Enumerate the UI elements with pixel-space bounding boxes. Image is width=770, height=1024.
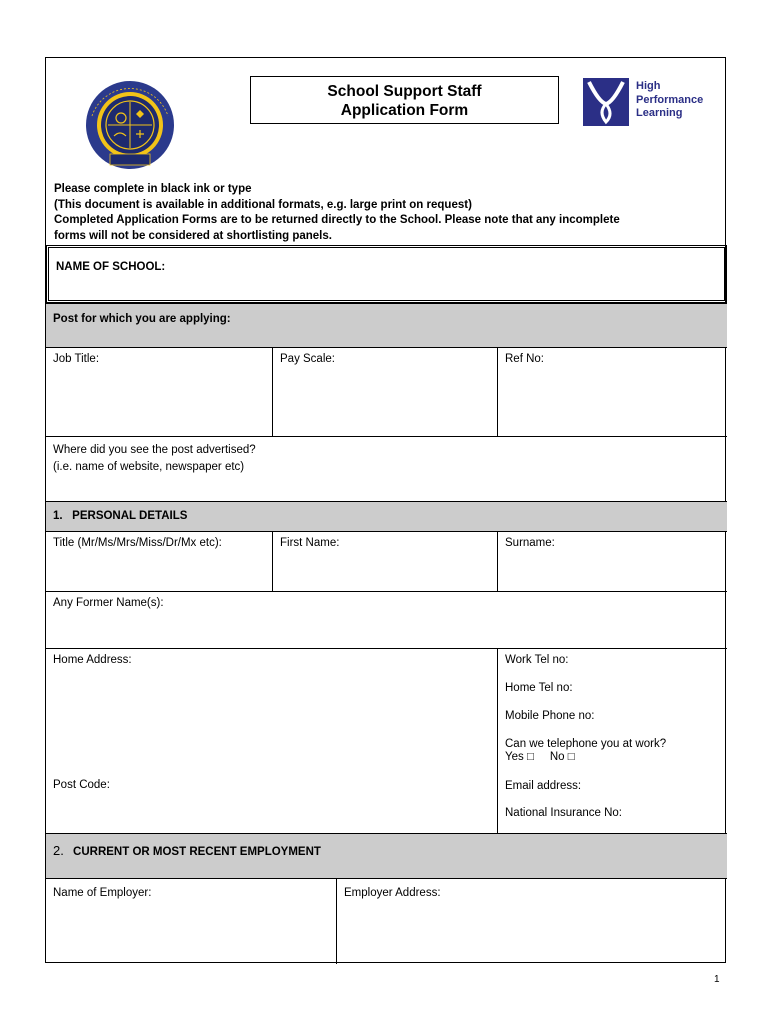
former-names-field[interactable] (46, 592, 171, 648)
employment-section-number: 2. (53, 843, 64, 858)
email-address-label[interactable]: Email address: (505, 780, 582, 792)
employer-name-field[interactable] (46, 879, 336, 964)
home-address-field[interactable] (46, 649, 497, 833)
hpl-logo-line1: High (636, 80, 661, 92)
first-name-label: First Name: (280, 537, 340, 549)
contact-row (46, 648, 727, 833)
school-crest-logo (84, 80, 176, 170)
national-insurance-label[interactable]: National Insurance No: (505, 807, 622, 819)
intro-line3: Completed Application Forms are to be returned directly to the School. Please note that any incomplete (54, 214, 620, 226)
employment-heading (46, 834, 328, 878)
mobile-phone-label[interactable]: Mobile Phone no: (505, 710, 595, 722)
post-heading: Post for which you are applying: (53, 313, 231, 325)
intro-line4: forms will not be considered at shortlisting panels. (54, 229, 332, 242)
home-tel-label[interactable]: Home Tel no: (505, 682, 573, 694)
contact-numbers-panel (497, 649, 727, 833)
pay-scale-label: Pay Scale: (280, 353, 335, 365)
employer-row (46, 878, 727, 964)
post-heading-row (46, 303, 727, 347)
employment-heading-text: CURRENT OR MOST RECENT EMPLOYMENT (73, 846, 321, 858)
intro-line2: (This document is available in additional formats, e.g. large print on request) (54, 198, 472, 211)
advert-source-row[interactable] (46, 436, 727, 501)
advert-hint: (i.e. name of website, newspaper etc) (53, 461, 245, 473)
surname-field[interactable] (497, 532, 727, 591)
former-names-label: Any Former Name(s): (53, 597, 164, 609)
application-form-page (45, 57, 726, 963)
home-address-label: Home Address: (53, 654, 132, 666)
job-title-label: Job Title: (53, 353, 100, 365)
title-label: Title (Mr/Ms/Mrs/Miss/Dr/Mx etc): (53, 537, 222, 549)
employment-heading-row (46, 833, 727, 878)
first-name-field[interactable] (272, 532, 497, 591)
hpl-logo-line2: Performance (636, 93, 704, 106)
name-of-school-label: NAME OF SCHOOL: (56, 261, 166, 273)
form-title-box (250, 76, 559, 124)
name-of-school-field[interactable] (46, 245, 727, 303)
employer-address-field[interactable] (336, 879, 727, 964)
work-tel-label[interactable]: Work Tel no: (505, 654, 569, 666)
personal-details-heading: 1. PERSONAL DETAILS (53, 510, 188, 522)
intro-line1: Please complete in black ink or type (54, 183, 252, 195)
page-number: 1 (714, 974, 720, 985)
form-title-line2: Application Form (340, 102, 469, 119)
form-title-line1: School Support Staff (327, 83, 482, 100)
former-names-row[interactable] (46, 591, 727, 648)
yes-no-checkboxes[interactable]: Yes □ No □ (505, 751, 575, 763)
personal-details-heading-row (46, 501, 727, 531)
intro-instructions (54, 182, 714, 244)
surname-label: Surname: (505, 537, 555, 549)
advert-source-field[interactable] (46, 437, 263, 501)
title-field[interactable] (46, 532, 272, 591)
post-code-label: Post Code: (53, 779, 110, 791)
hpl-logo-text (636, 80, 703, 121)
hpl-logo-line3: Learning (636, 107, 683, 119)
ref-no-field[interactable] (497, 348, 727, 436)
advert-question: Where did you see the post advertised? (53, 444, 256, 456)
ref-no-label: Ref No: (505, 353, 544, 365)
name-row (46, 531, 727, 591)
job-title-field[interactable] (46, 348, 272, 436)
hpl-logo-mark (583, 78, 629, 126)
pay-scale-field[interactable] (272, 348, 497, 436)
employer-address-label: Employer Address: (344, 887, 441, 899)
employer-name-label: Name of Employer: (53, 887, 152, 899)
post-details-row (46, 347, 727, 436)
telephone-at-work-question: Can we telephone you at work? (505, 738, 667, 750)
